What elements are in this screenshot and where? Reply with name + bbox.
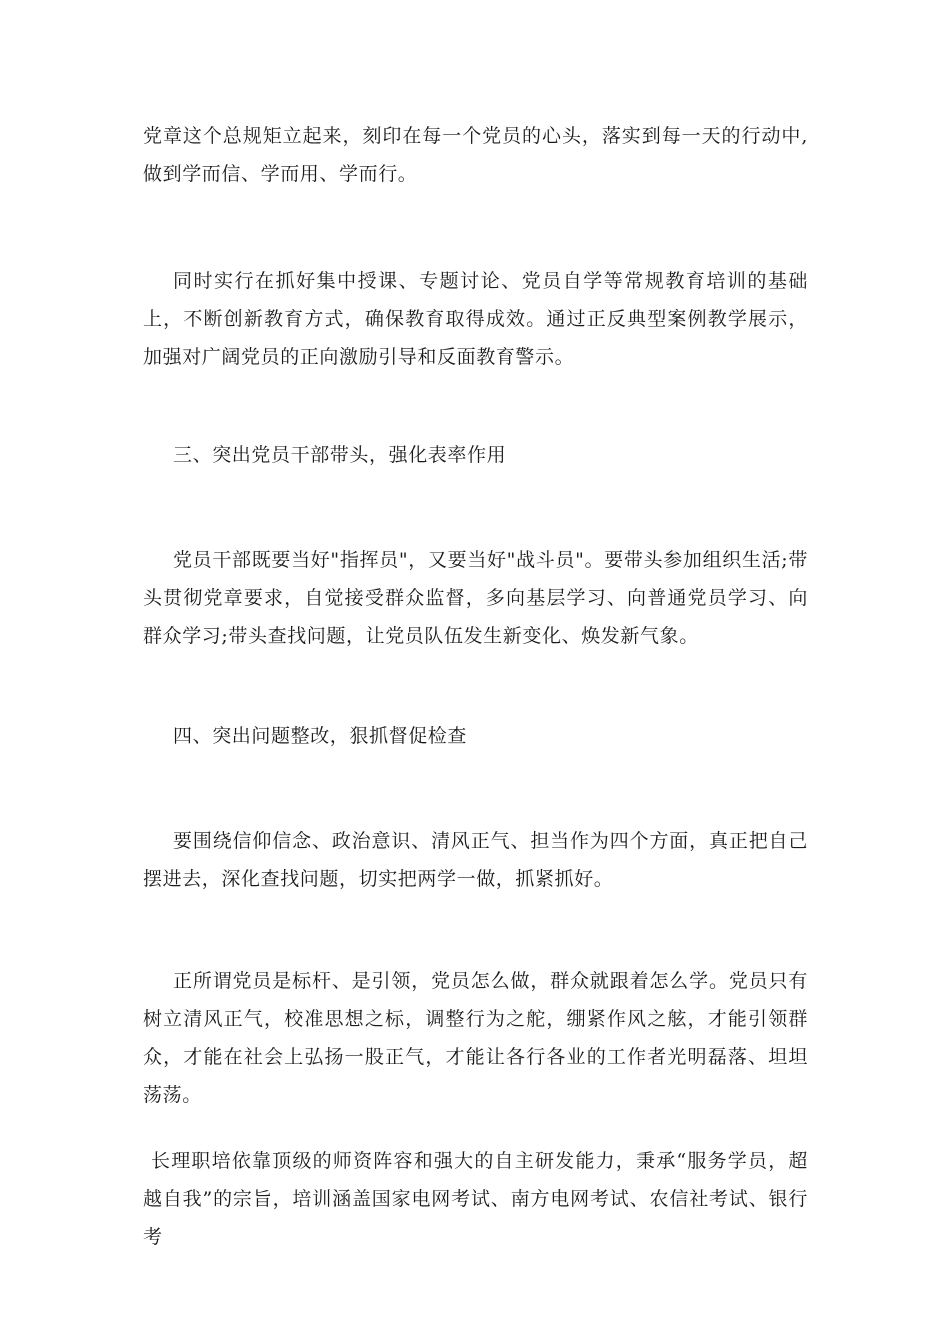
paragraph-cadre-leadership: 党员干部既要当好"指挥员"，又要当好"战斗员"。要带头参加组织生活;带头贯彻党章要求，自觉接受群众监督，多向基层学习、向普通党员学习、向群众学习;带头查找问题，让党员队伍发生新变化、焕发新气象。 — [143, 549, 808, 647]
section-heading-four: 四、突出问题整改，狠抓督促检查 — [173, 725, 468, 747]
paragraph-education-methods: 同时实行在抓好集中授课、专题讨论、党员自学等常规教育培训的基础上，不断创新教育方式，确保教育取得成效。通过正反典型案例教学展示，加强对广阔党员的正向激励引导和反面教育警示。 — [143, 270, 808, 368]
section-heading-three: 三、突出党员干部带头，强化表率作用 — [173, 444, 507, 466]
paragraph-problem-rectification: 要围绕信仰信念、政治意识、清风正气、担当作为四个方面，真正把自己摆进去，深化查找问题，切实把两学一做，抓紧抓好。 — [143, 830, 808, 890]
paragraph-training-promo: 长理职培依靠顶级的师资阵容和强大的自主研发能力，秉承“服务学员，超越自我”的宗旨，培训涵盖国家电网考试、南方电网考试、农信社考试、银行考 — [143, 1150, 808, 1248]
paragraph-continuation: 党章这个总规矩立起来，刻印在每一个党员的心头，落实到每一天的行动中,做到学而信、学而用、学而行。 — [143, 125, 808, 185]
paragraph-role-model: 正所谓党员是标杆、是引领，党员怎么做，群众就跟着怎么学。党员只有树立清风正气，校准思想之标，调整行为之舵，绷紧作风之舷，才能引领群众，才能在社会上弘扬一股正气，才能让各行各业的工作者光明磊落、坦坦荡荡。 — [143, 970, 808, 1106]
